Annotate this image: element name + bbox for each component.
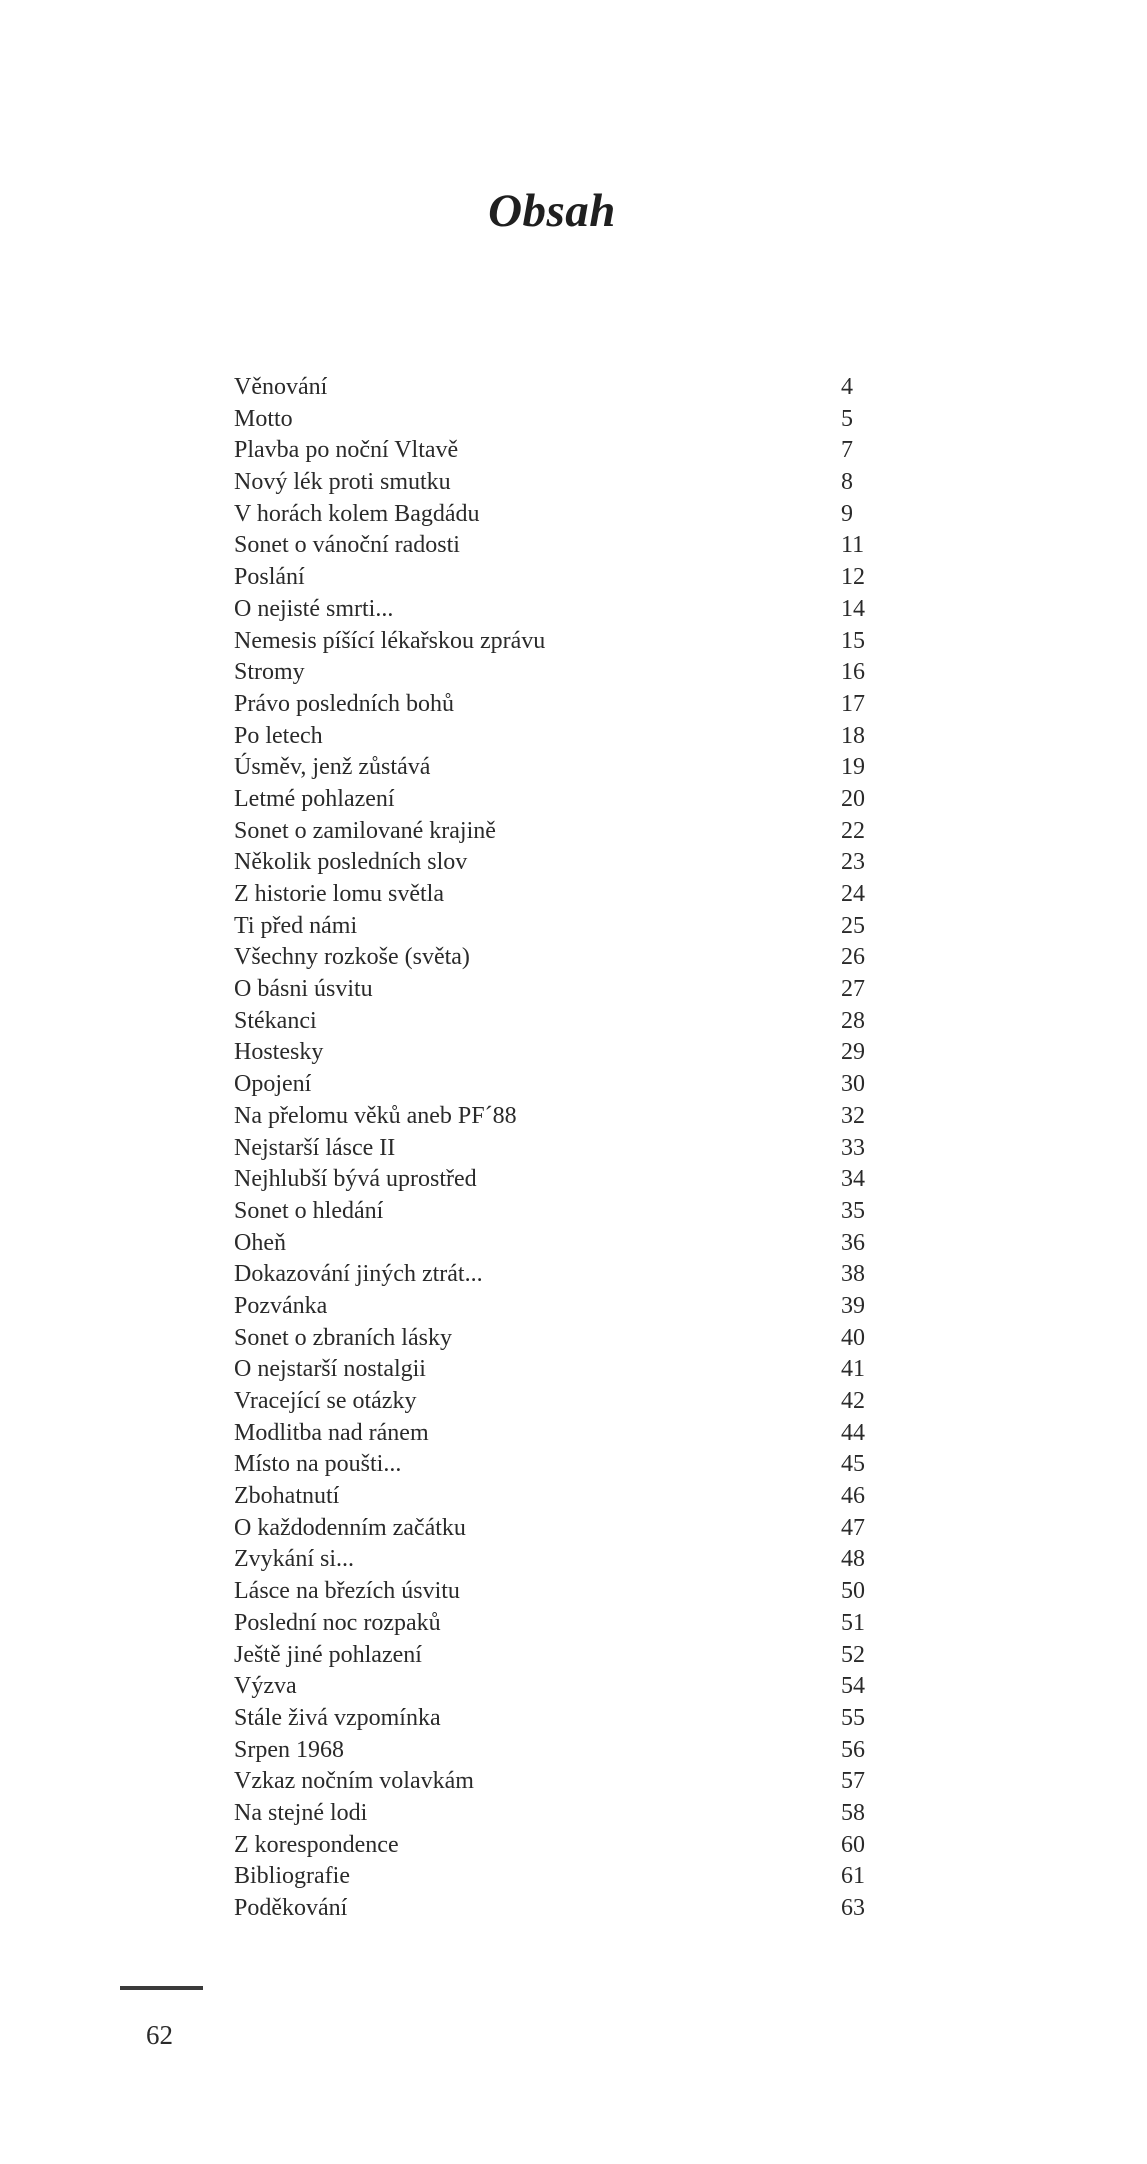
toc-entry — [234, 1101, 894, 1133]
toc-entry — [234, 1766, 894, 1798]
toc-entry-title: Nový lék proti smutku — [234, 469, 451, 496]
toc-entry-title: Pozvánka — [234, 1292, 328, 1319]
toc-entry-page: 32 — [841, 1102, 865, 1129]
toc-entry-page: 24 — [841, 881, 865, 907]
toc-entry — [234, 942, 894, 974]
toc-entry-page: 38 — [841, 1261, 865, 1288]
toc-entry-title: Stromy — [234, 659, 305, 686]
footer-rule — [120, 1986, 203, 1990]
toc-entry-page: 54 — [841, 1673, 865, 1700]
toc-entry-page: 9 — [841, 500, 853, 527]
toc-entry-page: 41 — [841, 1356, 865, 1383]
toc-entry — [234, 435, 894, 467]
toc-entry-page: 12 — [841, 564, 865, 591]
toc-entry-title: O básni úsvitu — [234, 976, 373, 1003]
toc-entry — [234, 594, 894, 626]
toc-entry-title: Sonet o vánoční radosti — [234, 532, 460, 559]
toc-entry-page: 18 — [841, 722, 865, 749]
toc-entry-page: 5 — [841, 405, 853, 432]
toc-entry — [234, 689, 894, 721]
toc-entry-title: O nejisté smrti... — [234, 595, 394, 622]
toc-entry-title: Motto — [234, 405, 293, 432]
toc-entry — [234, 1671, 894, 1703]
toc-entry-page: 39 — [841, 1292, 865, 1319]
toc-entry-page: 17 — [841, 690, 865, 717]
toc-entry-page: 7 — [841, 437, 853, 464]
toc-entry-title: Stále živá vzpomínka — [234, 1704, 441, 1731]
toc-entry-title: Zvykání si... — [234, 1546, 354, 1573]
toc-entry-title: Stékanci — [234, 1007, 317, 1034]
toc-entry — [234, 1830, 894, 1862]
toc-entry — [234, 499, 894, 531]
toc-entry-page: 46 — [841, 1483, 865, 1510]
toc-entry-title: Věnování — [234, 374, 328, 400]
toc-entry-page: 51 — [841, 1609, 865, 1636]
toc-entry-page: 63 — [841, 1895, 865, 1921]
toc-entry-title: Vracející se otázky — [234, 1388, 417, 1414]
toc-entry-title: Všechny rozkoše (světa) — [234, 944, 470, 971]
toc-entry — [234, 404, 894, 436]
toc-entry — [234, 372, 894, 404]
toc-entry — [234, 1576, 894, 1608]
toc-entry-page: 30 — [841, 1071, 865, 1098]
toc-entry-page: 33 — [841, 1134, 865, 1161]
toc-entry — [234, 879, 894, 911]
toc-entry — [234, 1449, 894, 1481]
toc-entry — [234, 1640, 894, 1672]
toc-entry — [234, 1544, 894, 1576]
toc-entry-page: 14 — [841, 595, 865, 622]
toc-entry — [234, 1893, 894, 1925]
toc-entry-title: Plavba po noční Vltavě — [234, 437, 459, 464]
toc-entry-page: 15 — [841, 627, 865, 654]
toc-entry-page: 34 — [841, 1166, 865, 1193]
toc-entry — [234, 752, 894, 784]
toc-entry-title: Bibliografie — [234, 1863, 350, 1890]
toc-entry-page: 45 — [841, 1451, 865, 1478]
toc-entry — [234, 847, 894, 879]
toc-entry-page: 20 — [841, 785, 865, 812]
toc-entry-page: 27 — [841, 976, 865, 1003]
toc-entry-title: Modlitba nad ránem — [234, 1419, 429, 1446]
toc-entry-title: Srpen 1968 — [234, 1736, 344, 1763]
toc-entry — [234, 911, 894, 943]
toc-entry-page: 35 — [841, 1197, 865, 1224]
toc-entry — [234, 1418, 894, 1450]
toc-entry — [234, 1323, 894, 1355]
toc-entry-page: 4 — [841, 374, 853, 400]
toc-entry-title: Na přelomu věků aneb PF´88 — [234, 1102, 517, 1129]
toc-entry — [234, 467, 894, 499]
toc-entry-page: 48 — [841, 1546, 865, 1573]
toc-entry-title: Ještě jiné pohlazení — [234, 1641, 422, 1668]
toc-entry-title: Úsměv, jenž zůstává — [234, 754, 431, 781]
toc-entry-title: Vzkaz nočním volavkám — [234, 1768, 474, 1795]
toc-entry — [234, 626, 894, 658]
toc-entry-page: 60 — [841, 1831, 865, 1858]
toc-entry — [234, 1513, 894, 1545]
toc-entry-page: 50 — [841, 1578, 865, 1605]
toc-entry-title: Po letech — [234, 722, 323, 749]
toc-entry-title: Z historie lomu světla — [234, 881, 444, 907]
toc-entry-page: 16 — [841, 659, 865, 686]
toc-entry — [234, 1133, 894, 1165]
toc-entry-title: Právo posledních bohů — [234, 690, 454, 717]
toc-entry — [234, 1069, 894, 1101]
toc-entry-page: 57 — [841, 1768, 865, 1795]
toc-entry-title: Zbohatnutí — [234, 1483, 340, 1510]
toc-entry — [234, 1006, 894, 1038]
toc-entry-page: 47 — [841, 1514, 865, 1541]
toc-entry-title: Nejstarší lásce II — [234, 1134, 396, 1161]
toc-entry-page: 56 — [841, 1736, 865, 1763]
toc-entry — [234, 1481, 894, 1513]
toc-entry-title: Poděkování — [234, 1895, 348, 1921]
toc-entry-page: 23 — [841, 849, 865, 876]
toc-entry-title: Sonet o zamilované krajině — [234, 817, 496, 844]
toc-entry — [234, 1291, 894, 1323]
page-title: Obsah — [488, 185, 616, 238]
toc-entry — [234, 721, 894, 753]
toc-entry-title: Místo na poušti... — [234, 1451, 402, 1478]
toc-entry-title: Z korespondence — [234, 1831, 399, 1858]
toc-entry — [234, 1703, 894, 1735]
toc-entry-title: Několik posledních slov — [234, 849, 468, 876]
table-of-contents — [234, 372, 894, 1925]
toc-entry-page: 52 — [841, 1641, 865, 1668]
toc-entry-title: Na stejné lodi — [234, 1799, 368, 1826]
toc-entry-page: 61 — [841, 1863, 865, 1890]
toc-entry-page: 11 — [841, 532, 865, 559]
toc-entry-title: Výzva — [234, 1673, 297, 1700]
toc-entry-page: 44 — [841, 1419, 865, 1446]
toc-entry-page: 55 — [841, 1704, 865, 1731]
toc-entry-page: 8 — [841, 469, 853, 496]
toc-entry-page: 36 — [841, 1229, 865, 1256]
toc-entry — [234, 1861, 894, 1893]
toc-entry-title: Sonet o zbraních lásky — [234, 1324, 452, 1351]
toc-entry — [234, 1164, 894, 1196]
toc-entry — [234, 562, 894, 594]
toc-entry — [234, 1386, 894, 1418]
toc-entry-page: 26 — [841, 944, 865, 971]
toc-entry — [234, 1798, 894, 1830]
toc-entry-title: Ti před námi — [234, 912, 358, 939]
toc-entry-title: Hostesky — [234, 1039, 324, 1066]
toc-entry — [234, 974, 894, 1006]
toc-entry-page: 25 — [841, 912, 865, 939]
toc-entry-title: Lásce na březích úsvitu — [234, 1578, 460, 1605]
toc-entry-title: O nejstarší nostalgii — [234, 1356, 426, 1383]
toc-entry-title: Nemesis píšící lékařskou zprávu — [234, 627, 546, 654]
page-number: 62 — [146, 2020, 173, 2050]
toc-entry — [234, 1354, 894, 1386]
toc-entry-page: 29 — [841, 1039, 865, 1066]
toc-entry — [234, 657, 894, 689]
toc-entry — [234, 530, 894, 562]
toc-entry-title: Oheň — [234, 1229, 286, 1256]
toc-entry-title: Opojení — [234, 1071, 312, 1098]
toc-entry-title: Dokazování jiných ztrát... — [234, 1261, 483, 1288]
toc-entry-title: Poslední noc rozpaků — [234, 1609, 441, 1636]
toc-entry-page: 42 — [841, 1388, 865, 1414]
toc-entry — [234, 1228, 894, 1260]
toc-entry — [234, 1037, 894, 1069]
toc-entry-title: O každodenním začátku — [234, 1514, 466, 1541]
toc-entry-title: V horách kolem Bagdádu — [234, 500, 480, 527]
toc-entry-title: Letmé pohlazení — [234, 785, 395, 812]
toc-entry — [234, 1259, 894, 1291]
toc-entry — [234, 784, 894, 816]
toc-entry-title: Sonet o hledání — [234, 1197, 384, 1224]
toc-entry-title: Nejhlubší bývá uprostřed — [234, 1166, 477, 1193]
toc-entry — [234, 816, 894, 848]
toc-entry-page: 40 — [841, 1324, 865, 1351]
toc-entry-page: 22 — [841, 817, 865, 844]
toc-entry-page: 19 — [841, 754, 865, 781]
toc-entry — [234, 1735, 894, 1767]
toc-entry — [234, 1196, 894, 1228]
toc-entry-page: 28 — [841, 1007, 865, 1034]
toc-entry — [234, 1608, 894, 1640]
toc-entry-page: 58 — [841, 1799, 865, 1826]
toc-entry-title: Poslání — [234, 564, 305, 591]
